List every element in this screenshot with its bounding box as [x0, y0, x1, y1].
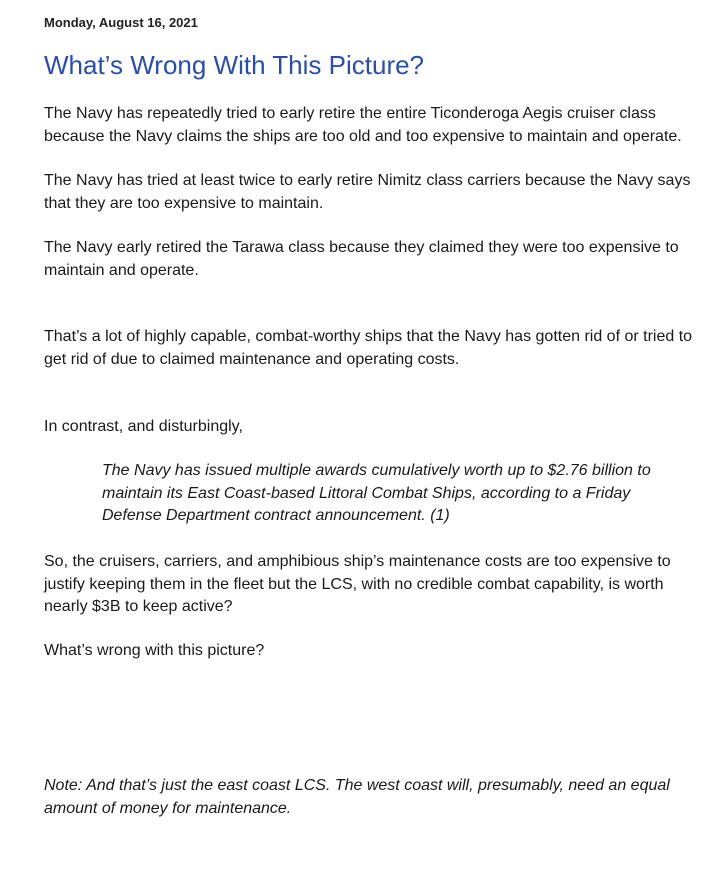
- paragraph-6: So, the cruisers, carriers, and amphibious ship’s maintenance costs are too expensive to justify keeping them in the fleet but the LCS, with no credible combat capability, is worth nearly $3B to keep active?: [44, 553, 671, 615]
- blockquote: The Navy has issued multiple awards cumulatively worth up to $2.76 billion to maintain its East Coast-based Littoral Combat Ships, according to a Friday Defense Department contract announcement. (1): [102, 462, 651, 524]
- footnote: Note: And that’s just the east coast LCS. The west coast will, presumably, need an equal amount of money for maintenance.: [44, 777, 670, 817]
- paragraph-2: The Navy has tried at least twice to early retire Nimitz class carriers because the Navy says that they are too expensive to maintain.: [44, 172, 691, 212]
- paragraph-5: In contrast, and disturbingly,: [44, 418, 243, 435]
- post-title[interactable]: What’s Wrong With This Picture?: [44, 50, 425, 80]
- post-date: Monday, August 16, 2021: [44, 15, 198, 30]
- paragraph-1: The Navy has repeatedly tried to early retire the entire Ticonderoga Aegis cruiser class because the Navy claims the ships are too old and too expensive to maintain and operate.: [44, 105, 682, 145]
- paragraph-7: What’s wrong with this picture?: [44, 642, 265, 659]
- paragraph-4: That’s a lot of highly capable, combat-worthy ships that the Navy has gotten rid of or tried to get rid of due to claimed maintenance and operating costs.: [44, 328, 693, 368]
- paragraph-3: The Navy early retired the Tarawa class because they claimed they were too expensive to maintain and operate.: [44, 239, 679, 279]
